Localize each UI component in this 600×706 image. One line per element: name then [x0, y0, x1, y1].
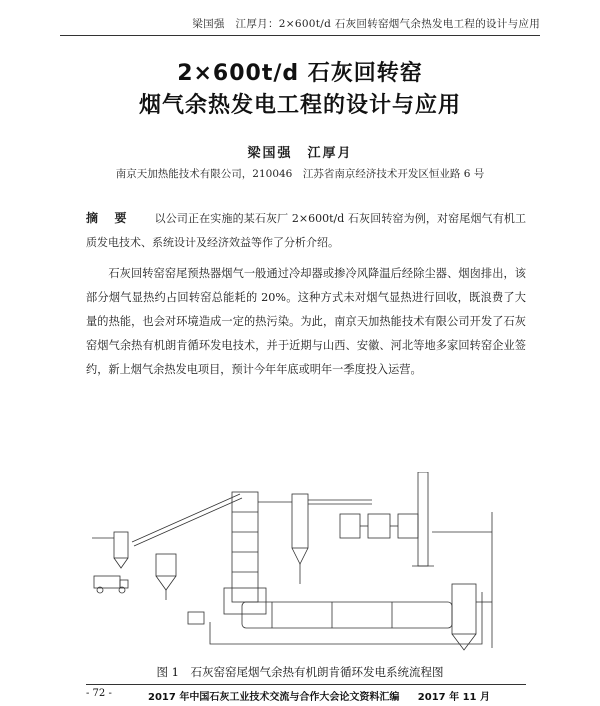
pump — [188, 612, 204, 624]
dust-collector — [292, 494, 308, 548]
paper-title-line-1: 2×600t/d 石灰回转窑 — [177, 61, 423, 86]
running-header: 梁国强 江厚月：2×600t/d 石灰回转窑烟气余热发电工程的设计与应用 — [60, 16, 540, 36]
truck-body — [94, 576, 120, 588]
page-number: - 72 - — [86, 688, 112, 699]
paper-title-line-2: 烟气余热发电工程的设计与应用 — [138, 93, 461, 118]
journal-name: 2017 年中国石灰工业技术交流与合作大会论文资料汇编 — [148, 692, 400, 703]
silo-hopper — [156, 554, 176, 576]
orc-evaporator — [340, 514, 360, 538]
authors: 梁国强 江厚月 — [247, 146, 353, 161]
preheater-base — [224, 588, 266, 614]
chimney — [418, 472, 428, 566]
abstract-label: 摘 要 — [86, 211, 133, 225]
page-footer — [86, 684, 526, 703]
affiliation: 南京天加热能技术有限公司，210046 江苏省南京经济技术开发区恒业路 6 号 — [115, 168, 485, 180]
preheater-tower — [232, 492, 258, 602]
figure-caption: 图 1 石灰窑窑尾烟气余热有机朗肯循环发电系统流程图 — [156, 665, 444, 679]
return-pipe — [210, 592, 482, 644]
abstract-text: 以公司正在实施的某石灰厂 2×600t/d 石灰回转窑为例，对窑尾烟气有机工质发电技术、系统设计及经济效益等作了分析介绍。 — [86, 212, 527, 249]
rotary-kiln — [242, 602, 452, 628]
orc-condenser — [398, 514, 418, 538]
body-paragraph: 石灰回转窑窑尾预热器烟气一般通过冷却器或掺冷风降温后经除尘器、烟囱排出，该部分烟气显热约占回转窑总能耗的 20%。这种方式未对烟气显热进行回收，既浪费了大量的热能，也会对环境造成一定的热污染。为此，南京天加热能技术有限公司开发了石灰窑烟气余热有机朗肯循环发电技术，并于近期与山西、安徽、河北等地多家回转窑企业签约，新上烟气余热发电项目，预计今年年底或明年一季度投入运营。 — [86, 267, 526, 376]
publication-date: 2017 年 11 月 — [417, 692, 490, 703]
feed-hopper — [114, 532, 128, 558]
orc-turbine — [368, 514, 390, 538]
cooler — [452, 584, 476, 634]
abstract — [86, 206, 526, 255]
feed-hopper-cone — [114, 558, 128, 568]
process-flow-diagram — [92, 472, 512, 656]
inclined-conveyor — [132, 494, 240, 542]
